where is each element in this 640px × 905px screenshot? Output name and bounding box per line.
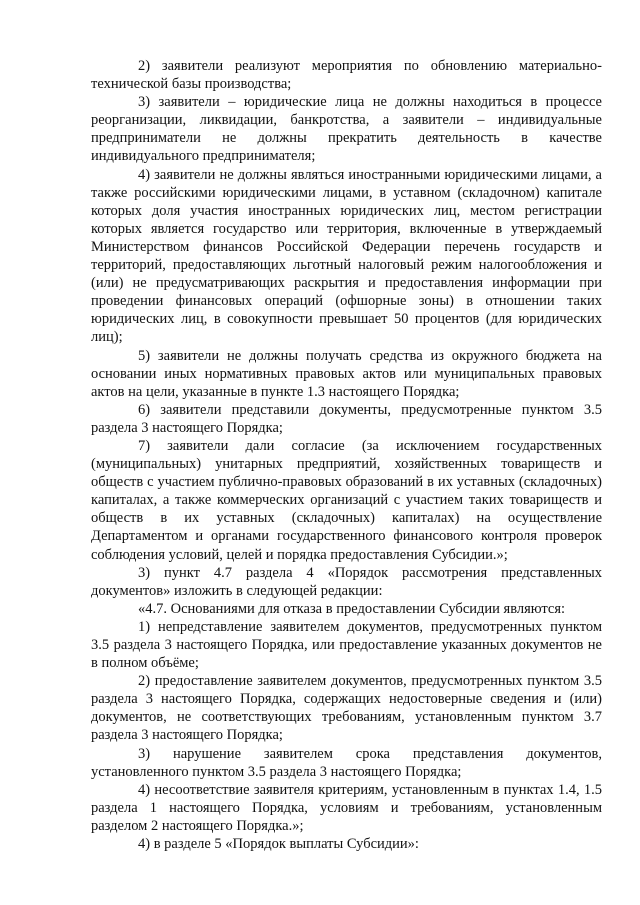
paragraph-amendment-3: 3) пункт 4.7 раздела 4 «Порядок рассмотрения представленных документов» изложить в следующей редакции: — [91, 564, 602, 599]
paragraph-criterion-2: 2) заявители реализуют мероприятия по обновлению материально-технической базы производства; — [91, 58, 602, 93]
paragraph-amendment-4: 4) в разделе 5 «Порядок выплаты Субсидии»: — [138, 836, 419, 853]
paragraph-criterion-4: 4) заявители не должны являться иностранными юридическими лицами, а также российскими юридическими лицами, в уставном (складочном) капитале которых доля участия иностранных юридических лиц, местом регистрации которых является государство или территория, включенные в утверждаемый Министерством финансов Российской Федерации перечень государств и территорий, предоставляющих льготный налоговый режим налогообложения и (или) не предусматривающих раскрытия и предоставления информации при проведении финансовых операций (офшорные зоны) в отношении таких юридических лиц, в совокупности превышает 50 процентов (для юридических лиц); — [91, 166, 602, 346]
paragraph-criterion-7: 7) заявители дали согласие (за исключением государственных (муниципальных) унитарных предприятий, хозяйственных товариществ и обществ с участием публично-правовых образований в их уставных (складочных) капиталах, а также коммерческих организаций с участием таких товариществ и обществ в их уставных (складочных) капиталах) на осуществление Департаментом и органами государственного финансового контроля проверок соблюдения условий, целей и порядка предоставления Субсидии.»; — [91, 437, 602, 563]
paragraph-criterion-5: 5) заявители не должны получать средства из окружного бюджета на основании иных нормативных правовых актов или муниципальных правовых актов на цели, указанные в пункте 1.3 настоящего Порядка; — [91, 347, 602, 400]
paragraph-refusal-2: 2) предоставление заявителем документов, предусмотренных пунктом 3.5 раздела 3 настоящего Порядка, содержащих недостоверные сведения и (или) документов, не соответствующих требованиям, установленным пунктом 3.7 раздела 3 настоящего Порядка; — [91, 673, 602, 744]
paragraph-criterion-3: 3) заявители – юридические лица не должны находиться в процессе реорганизации, ликвидации, банкротства, а заявители – индивидуальные предприниматели не должны прекратить деятельность в качестве индивидуального предпринимателя; — [91, 94, 602, 165]
document-page — [91, 57, 602, 853]
paragraph-section-4-7-heading: «4.7. Основаниями для отказа в предоставлении Субсидии являются: — [138, 600, 566, 617]
paragraph-criterion-6: 6) заявители представили документы, предусмотренные пунктом 3.5 раздела 3 настоящего Порядка; — [91, 401, 602, 436]
paragraph-refusal-1: 1) непредставление заявителем документов, предусмотренных пунктом 3.5 раздела 3 настоящего Порядка, или предоставление указанных документов не в полном объёме; — [91, 618, 602, 672]
paragraph-refusal-4: 4) несоответствие заявителя критериям, установленным в пунктах 1.4, 1.5 раздела 1 настоящего Порядка, условиям и требованиям, установленным разделом 2 настоящего Порядка.»; — [91, 781, 602, 834]
paragraph-refusal-3: 3) нарушение заявителем срока представления документов, установленного пунктом 3.5 раздела 3 настоящего Порядка; — [91, 745, 602, 780]
